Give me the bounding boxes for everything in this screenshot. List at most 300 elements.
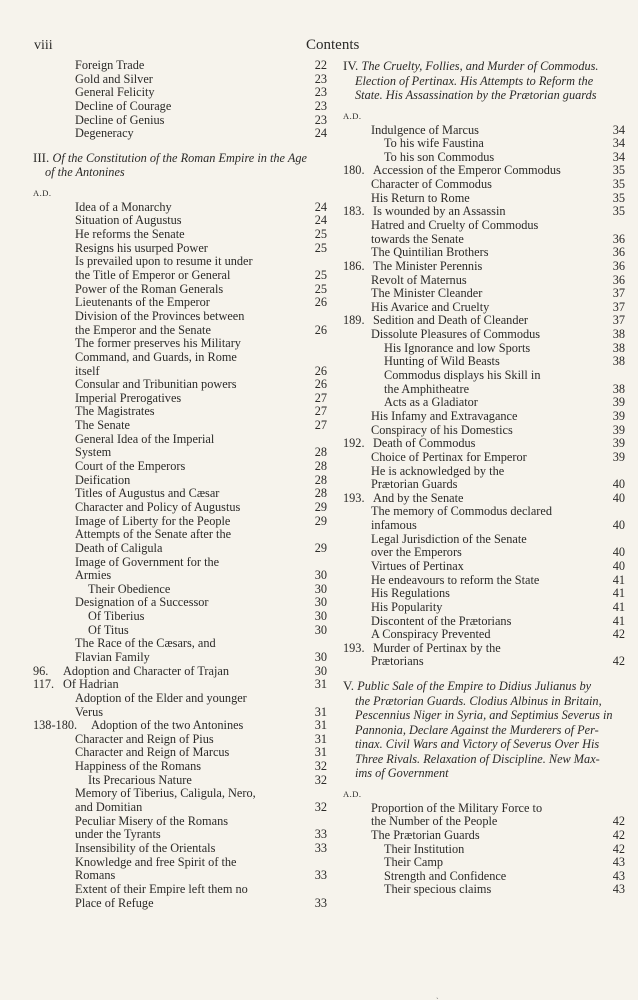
entry-title: the Number of the People <box>371 814 498 829</box>
entry-page: 26 <box>314 322 327 337</box>
toc-entry <box>33 897 327 911</box>
entry-title: Image of Government for the <box>75 554 220 569</box>
entry-page: 38 <box>612 354 625 369</box>
entry-title: General Felicity <box>75 85 155 100</box>
toc-entry <box>343 151 625 165</box>
toc-entry <box>343 505 625 519</box>
entry-title: Situation of Augustus <box>75 213 182 228</box>
entry-title: Death of Commodus <box>373 436 476 451</box>
toc-entry <box>343 802 625 816</box>
entry-title: Designation of a Successor <box>75 595 209 610</box>
entry-page: 37 <box>612 299 625 314</box>
entry-title: Division of the Provinces between <box>75 308 245 323</box>
entry-title: Deification <box>75 472 131 487</box>
entry-page: 25 <box>314 268 327 283</box>
entry-title: itself <box>75 363 100 378</box>
toc-entry <box>33 487 327 501</box>
entry-page: 36 <box>612 272 625 287</box>
entry-title: The memory of Commodus declared <box>371 504 552 519</box>
entry-title: Strength and Confidence <box>384 868 507 883</box>
toc-entry <box>343 274 625 288</box>
toc-entry <box>33 801 327 815</box>
entry-page: 38 <box>612 381 625 396</box>
entry-page: 39 <box>612 436 625 451</box>
toc-entry <box>343 124 625 138</box>
entry-title: Happiness of the Romans <box>75 759 202 774</box>
toc-entry <box>343 628 625 642</box>
entry-title: Of Tiberius <box>88 609 145 624</box>
toc-entry <box>343 287 625 301</box>
toc-entry <box>33 296 327 310</box>
entry-title: Sedition and Death of Cleander <box>373 313 529 328</box>
entry-year: 189. <box>343 313 365 328</box>
entry-title: His Ignorance and low Sports <box>384 340 531 355</box>
toc-entry <box>343 560 625 574</box>
toc-entry <box>33 114 327 128</box>
entry-title: Command, and Guards, in Rome <box>75 349 237 364</box>
entry-page: 42 <box>612 654 625 669</box>
entry-title: Legal Jurisdiction of the Senate <box>371 531 527 546</box>
chapter-title-line: Three Rivals. Relaxation of Discipline. New Max- <box>355 751 600 766</box>
entry-page: 30 <box>314 568 327 583</box>
entry-title: Flavian Family <box>75 649 150 664</box>
entry-page: 30 <box>314 663 327 678</box>
toc-entry <box>343 587 625 601</box>
toc-entry <box>33 692 327 706</box>
entry-title: Adoption and Character of Trajan <box>63 663 229 678</box>
toc-entry <box>33 433 327 447</box>
chapter-title-line: State. His Assassination by the Prætorian guards <box>355 88 597 102</box>
entry-page: 30 <box>314 581 327 596</box>
entry-year: 192. <box>343 436 365 451</box>
entry-title: Decline of Courage <box>75 98 172 113</box>
toc-entry <box>33 637 327 651</box>
toc-entry <box>33 73 327 87</box>
entry-page: 33 <box>314 840 327 855</box>
entry-page: 42 <box>612 814 625 829</box>
toc-entry <box>33 228 327 242</box>
entry-title: The Prætorian Guards <box>371 827 480 842</box>
entry-title: Image of Liberty for the People <box>75 513 231 528</box>
toc-entry <box>343 383 625 397</box>
chapter-title-line: Pannonia, Declare Against the Murderers of Per- <box>355 722 599 737</box>
toc-entry <box>33 460 327 474</box>
entry-title: Acts as a Gladiator <box>384 395 478 410</box>
entry-page: 29 <box>314 499 327 514</box>
entry-page: 31 <box>314 731 327 746</box>
entry-page: 29 <box>314 513 327 528</box>
toc-entry <box>33 815 327 829</box>
entry-title: His Avarice and Cruelty <box>371 299 490 314</box>
entry-title: Murder of Pertinax by the <box>373 640 501 655</box>
entry-title: His Return to Rome <box>371 190 470 205</box>
chapter-heading <box>343 679 625 781</box>
entry-page: 26 <box>314 295 327 310</box>
entry-title: System <box>75 445 112 460</box>
toc-entry <box>33 583 327 597</box>
entry-title: Armies <box>75 568 112 583</box>
toc-entry <box>33 556 327 570</box>
chapter-title-line: tinax. Civil Wars and Victory of Severus Over His <box>355 737 600 752</box>
entry-title: His Regulations <box>371 586 450 601</box>
toc-entry <box>343 533 625 547</box>
section-gap <box>33 141 327 151</box>
entry-page: 31 <box>314 677 327 692</box>
entry-page: 28 <box>314 486 327 501</box>
entry-title: Extent of their Empire left them no <box>75 881 248 896</box>
toc-entry <box>343 246 625 260</box>
chapter-heading <box>343 59 625 103</box>
entry-title: Place of Refuge <box>75 895 154 910</box>
entry-title: Power of the Roman Generals <box>75 281 224 296</box>
chapter-title-line: Of the Constitution of the Roman Empire in the Age <box>52 150 307 165</box>
entry-title: Attempts of the Senate after the <box>75 527 232 542</box>
toc-entry <box>343 178 625 192</box>
toc-entry <box>343 843 625 857</box>
entry-title: His Popularity <box>371 599 443 614</box>
entry-page: 23 <box>314 71 327 86</box>
entry-page: 41 <box>612 586 625 601</box>
entry-title: Indulgence of Marcus <box>371 122 479 137</box>
entry-title: Death of Caligula <box>75 540 163 555</box>
chapter-title-line: Pescennius Niger in Syria, and Septimius Severus in <box>355 708 613 723</box>
entry-page: 31 <box>314 704 327 719</box>
toc-entry <box>33 474 327 488</box>
chapter-heading <box>33 151 327 180</box>
entry-page: 42 <box>612 827 625 842</box>
toc-entry <box>33 365 327 379</box>
entry-page: 34 <box>612 149 625 164</box>
entry-title: Character and Reign of Marcus <box>75 745 230 760</box>
entry-title: Their specious claims <box>384 882 492 897</box>
entry-page: 31 <box>314 745 327 760</box>
toc-entry <box>343 601 625 615</box>
entry-title: Consular and Tribunitian powers <box>75 377 237 392</box>
entry-title: His Infamy and Extravagance <box>371 408 518 423</box>
entry-title: Romans <box>75 868 116 883</box>
page-number: viii <box>34 38 53 53</box>
toc-entry <box>33 842 327 856</box>
entry-page: 33 <box>314 827 327 842</box>
entry-page: 28 <box>314 472 327 487</box>
entry-year: 193. <box>343 490 365 505</box>
entry-page: 22 <box>314 58 327 72</box>
toc-entry <box>33 127 327 141</box>
entry-page: 34 <box>612 122 625 137</box>
entry-title: Imperial Prerogatives <box>75 390 182 405</box>
entry-page: 43 <box>612 882 625 897</box>
entry-title: Decline of Genius <box>75 112 165 127</box>
toc-entry <box>33 665 327 679</box>
entry-page: 42 <box>612 627 625 642</box>
toc-entry <box>33 610 327 624</box>
entry-title: The Minister Cleander <box>371 286 483 301</box>
entry-page: 39 <box>612 449 625 464</box>
toc-entry <box>33 324 327 338</box>
entry-page: 36 <box>612 245 625 260</box>
toc-entry <box>343 205 625 219</box>
entry-title: The Minister Perennis <box>373 258 483 273</box>
toc-entry <box>33 405 327 419</box>
entry-title: and Domitian <box>75 800 143 815</box>
entry-page: 40 <box>612 545 625 560</box>
toc-entry <box>33 828 327 842</box>
entry-title: Adoption of the Elder and younger <box>75 690 247 705</box>
entry-page: 24 <box>314 126 327 141</box>
toc-entry <box>33 100 327 114</box>
right-column <box>343 59 625 897</box>
toc-entry <box>33 337 327 351</box>
entry-page: 37 <box>612 313 625 328</box>
entry-year: 183. <box>343 204 365 219</box>
entry-title: Degeneracy <box>75 126 134 141</box>
entry-page: 28 <box>314 459 327 474</box>
toc-entry <box>343 615 625 629</box>
entry-title: Virtues of Pertinax <box>371 559 464 573</box>
toc-entry <box>33 678 327 692</box>
entry-page: 33 <box>314 895 327 910</box>
entry-page: 35 <box>612 190 625 205</box>
ad-label: A.D. <box>343 788 362 799</box>
entry-page: 32 <box>314 800 327 815</box>
toc-entry <box>33 501 327 515</box>
entry-page: 39 <box>612 408 625 423</box>
toc-entry <box>33 869 327 883</box>
toc-entry <box>343 137 625 151</box>
entry-title: the Amphitheatre <box>384 381 470 396</box>
entry-title: Their Camp <box>384 855 444 870</box>
toc-entry <box>343 410 625 424</box>
chapter-title-line: Election of Pertinax. His Attempts to Reform the <box>355 73 594 88</box>
toc-entry <box>343 328 625 342</box>
entry-title: Court of the Emperors <box>75 459 186 474</box>
entry-page: 30 <box>314 595 327 610</box>
toc-entry <box>343 574 625 588</box>
entry-page: 33 <box>314 868 327 883</box>
entry-title: The Quintilian Brothers <box>371 245 489 260</box>
entry-page: 32 <box>314 772 327 787</box>
toc-entry <box>33 59 327 73</box>
entry-title: Resigns his usurped Power <box>75 240 208 255</box>
entry-title: To his wife Faustina <box>384 136 484 151</box>
entry-title: Gold and Silver <box>75 71 153 86</box>
entry-page: 35 <box>612 177 625 192</box>
toc-entry <box>33 86 327 100</box>
entry-page: 39 <box>612 395 625 410</box>
toc-entry <box>343 260 625 274</box>
toc-entry <box>33 719 327 733</box>
toc-entry <box>343 219 625 233</box>
entry-title: Their Obedience <box>88 581 171 596</box>
entry-year: 117. <box>33 677 55 692</box>
entry-title: Commodus displays his Skill in <box>384 368 541 383</box>
entry-year: 186. <box>343 258 365 273</box>
entry-title: The Senate <box>75 418 130 433</box>
toc-entry <box>343 164 625 178</box>
entry-year: 138-180. <box>33 718 78 733</box>
entry-page: 28 <box>314 445 327 460</box>
toc-entry <box>343 870 625 884</box>
entry-page: 27 <box>314 418 327 433</box>
entry-title: Dissolute Pleasures of Commodus <box>371 327 541 342</box>
toc-entry <box>33 774 327 788</box>
entry-title: Memory of Tiberius, Caligula, Nero, <box>75 786 256 801</box>
running-head: Contents <box>306 37 360 53</box>
toc-entry <box>343 342 625 356</box>
entry-page: 26 <box>314 363 327 378</box>
entry-page: 40 <box>612 518 625 533</box>
toc-entry <box>343 355 625 369</box>
entry-page: 42 <box>612 841 625 856</box>
entry-title: The Race of the Cæsars, and <box>75 636 216 651</box>
toc-entry <box>343 369 625 383</box>
entry-page: 41 <box>612 613 625 628</box>
entry-title: He reforms the Senate <box>75 227 185 242</box>
toc-entry <box>343 396 625 410</box>
toc-entry <box>33 392 327 406</box>
toc-entry <box>33 283 327 297</box>
entry-page: 40 <box>612 477 625 492</box>
toc-entry <box>343 883 625 897</box>
toc-entry <box>33 269 327 283</box>
entry-page: 25 <box>314 281 327 296</box>
entry-page: 24 <box>314 199 327 214</box>
entry-title: the Emperor and the Senate <box>75 322 211 337</box>
entry-title: Peculiar Misery of the Romans <box>75 813 228 828</box>
toc-entry <box>33 596 327 610</box>
entry-year: 193. <box>343 640 365 655</box>
toc-entry <box>343 642 625 656</box>
entry-title: Titles of Augustus and Cæsar <box>75 486 220 501</box>
entry-title: Verus <box>75 704 104 719</box>
toc-entry <box>33 378 327 392</box>
toc-entry <box>343 233 625 247</box>
toc-entry <box>33 883 327 897</box>
toc-entry <box>343 478 625 492</box>
left-column <box>33 59 327 910</box>
entry-page: 26 <box>314 377 327 392</box>
entry-title: Character and Reign of Pius <box>75 731 214 746</box>
toc-entry <box>343 546 625 560</box>
entry-title: Of Hadrian <box>63 677 119 692</box>
entry-title: Their Institution <box>384 841 465 856</box>
entry-title: The former preserves his Military <box>75 336 241 351</box>
entry-title: Character of Commodus <box>371 177 492 192</box>
entry-title: To his son Commodus <box>384 149 495 164</box>
entry-page: 38 <box>612 340 625 355</box>
entry-title: General Idea of the Imperial <box>75 431 215 446</box>
entry-page: 38 <box>612 327 625 342</box>
entry-page: 24 <box>314 213 327 228</box>
entry-page: 40 <box>612 490 625 505</box>
entry-title: He is acknowledged by the <box>371 463 505 478</box>
entry-title: Of Titus <box>88 622 129 637</box>
toc-entry <box>33 651 327 665</box>
entry-title: Hunting of Wild Beasts <box>384 354 500 369</box>
entry-page: 23 <box>314 98 327 113</box>
entry-title: the Title of Emperor or General <box>75 268 231 283</box>
entry-title: Choice of Pertinax for Emperor <box>371 449 527 464</box>
entry-title: towards the Senate <box>371 231 464 246</box>
chapter-title-line: the Prætorian Guards. Clodius Albinus in Britain, <box>355 693 602 708</box>
toc-entry <box>33 310 327 324</box>
entry-title: Is wounded by an Assassin <box>373 204 506 219</box>
ink-mark: ˎ <box>436 990 439 999</box>
chapter-number: IV. <box>343 58 362 73</box>
entry-page: 43 <box>612 855 625 870</box>
entry-page: 29 <box>314 540 327 555</box>
toc-entry <box>33 706 327 720</box>
entry-page: 40 <box>612 559 625 573</box>
entry-title: Knowledge and free Spirit of the <box>75 854 237 869</box>
entry-title: The Magistrates <box>75 404 155 419</box>
toc-entry <box>343 437 625 451</box>
entry-page: 30 <box>314 609 327 624</box>
toc-entry <box>343 465 625 479</box>
entry-page: 25 <box>314 227 327 242</box>
ad-label: A.D. <box>343 110 362 121</box>
entry-title: Insensibility of the Orientals <box>75 840 216 855</box>
toc-entry <box>343 314 625 328</box>
section-gap <box>343 669 625 679</box>
entry-page: 36 <box>612 231 625 246</box>
entry-title: Idea of a Monarchy <box>75 199 172 214</box>
entry-title: Hatred and Cruelty of Commodus <box>371 217 539 232</box>
entry-page: 23 <box>314 85 327 100</box>
entry-title: under the Tyrants <box>75 827 161 842</box>
entry-title: And by the Senate <box>373 490 464 505</box>
toc-entry <box>33 733 327 747</box>
toc-entry <box>343 192 625 206</box>
toc-entry <box>33 569 327 583</box>
entry-page: 30 <box>314 649 327 664</box>
entry-title: Discontent of the Prætorians <box>371 613 512 628</box>
entry-page: 27 <box>314 404 327 419</box>
entry-title: Prætorians <box>371 654 424 669</box>
toc-entry <box>343 301 625 315</box>
toc-entry <box>343 492 625 506</box>
chapter-number: V. <box>343 678 358 694</box>
entry-title: Lieutenants of the Emperor <box>75 295 210 310</box>
entry-title: infamous <box>371 518 417 533</box>
entry-page: 39 <box>612 422 625 437</box>
entry-title: Proportion of the Military Force to <box>371 800 543 815</box>
toc-entry <box>33 446 327 460</box>
entry-page: 41 <box>612 572 625 587</box>
toc-entry <box>33 760 327 774</box>
entry-page: 35 <box>612 204 625 219</box>
chapter-title-line: of the Antonines <box>45 165 125 180</box>
toc-entry <box>343 424 625 438</box>
entry-title: A Conspiracy Prevented <box>371 627 491 642</box>
toc-entry <box>33 242 327 256</box>
entry-page: 34 <box>612 136 625 151</box>
entry-page: 41 <box>612 599 625 614</box>
toc-entry <box>343 451 625 465</box>
toc-entry <box>33 746 327 760</box>
entry-title: Foreign Trade <box>75 58 145 72</box>
entry-title: over the Emperors <box>371 545 462 560</box>
entry-title: Character and Policy of Augustus <box>75 499 241 514</box>
toc-entry <box>343 519 625 533</box>
toc-entry <box>33 515 327 529</box>
entry-page: 27 <box>314 390 327 405</box>
chapter-title-line: ims of Government <box>355 766 449 781</box>
toc-entry <box>343 655 625 669</box>
entry-page: 35 <box>612 163 625 178</box>
toc-entry <box>33 351 327 365</box>
entry-title: Conspiracy of his Domestics <box>371 422 513 437</box>
